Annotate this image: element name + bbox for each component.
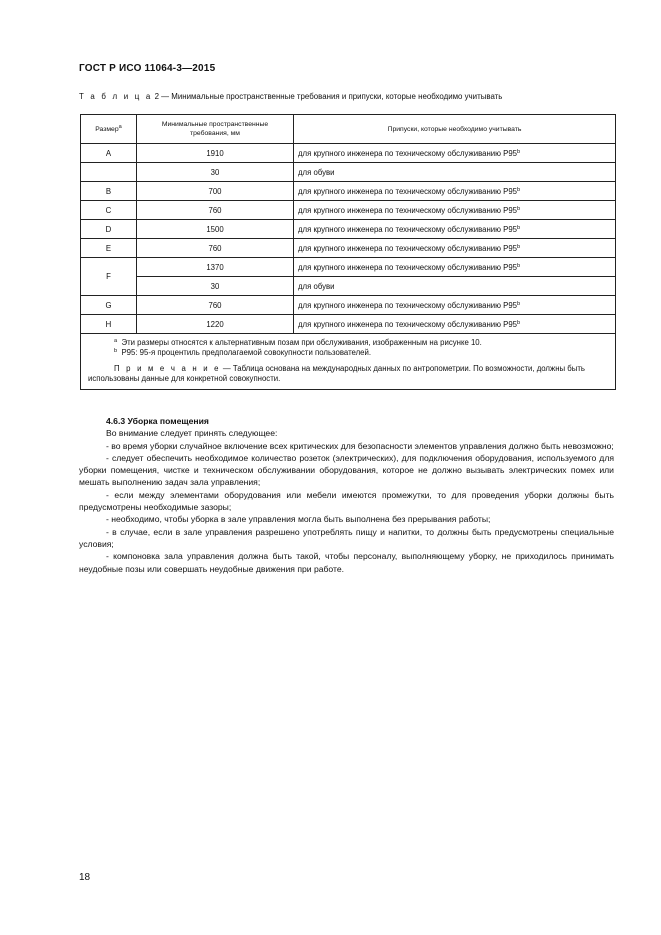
section-cleaning bbox=[79, 415, 614, 575]
table-notes-row bbox=[81, 334, 616, 390]
paragraph: - во время уборки случайное включение всех критических для безопасности элементов управления должно быть невозможно; bbox=[106, 440, 614, 451]
document-header: ГОСТ Р ИСО 11064-3—2015 bbox=[79, 63, 216, 74]
table-row bbox=[81, 144, 616, 163]
table-caption bbox=[79, 92, 609, 101]
column-header-size-mark: а bbox=[118, 123, 122, 130]
size-cell: E bbox=[81, 239, 137, 258]
table-row bbox=[81, 239, 616, 258]
table-note bbox=[88, 364, 607, 384]
size-cell bbox=[81, 163, 137, 182]
value-cell: 760 bbox=[137, 239, 294, 258]
column-header-allowances: Припуски, которые необходимо учитывать bbox=[294, 115, 616, 144]
size-cell: H bbox=[81, 315, 137, 334]
table-row bbox=[81, 277, 616, 296]
allowance-cell: для крупного инженера по техническому обслуживанию P95$^b$ bbox=[294, 182, 616, 201]
table-header-row bbox=[81, 115, 616, 144]
size-cell: C bbox=[81, 201, 137, 220]
allowance-cell: для крупного инженера по техническому обслуживанию P95$^b$ bbox=[294, 144, 616, 163]
table-caption-text: 2 — Минимальные пространственные требования и припуски, которые необходимо учитывать bbox=[152, 92, 503, 101]
allowance-cell: для крупного инженера по техническому обслуживанию P95$^b$ bbox=[294, 220, 616, 239]
allowance-cell: для крупного инженера по техническому обслуживанию P95$^b$ bbox=[294, 296, 616, 315]
size-cell: B bbox=[81, 182, 137, 201]
size-cell: G bbox=[81, 296, 137, 315]
table-row bbox=[81, 296, 616, 315]
table-note-label: П р и м е ч а н и е bbox=[114, 364, 221, 373]
allowance-cell: для крупного инженера по техническому обслуживанию P95$^b$ bbox=[294, 315, 616, 334]
paragraph: Во внимание следует принять следующее: bbox=[106, 428, 278, 439]
size-cell: F bbox=[81, 258, 137, 296]
table-row bbox=[81, 220, 616, 239]
paragraph: - следует обеспечить необходимое количество розеток (электрических), для подключения оборудования, используемого для уборки помещения, чистке и техническом обслуживании оборудования, которое не должно вызывать электрических помех или мешать выполнению задач зала управления; bbox=[79, 452, 614, 488]
footnote-a: $^a$ Эти размеры относятся к альтернативным позам при обслуживания, изображенным на рисунке 10. bbox=[114, 338, 482, 347]
table-row bbox=[81, 201, 616, 220]
value-cell: 1370 bbox=[137, 258, 294, 277]
paragraph: - если между элементами оборудования или мебели имеются промежутки, то для проведения уборки должны быть предусмотрены необходимые зазоры; bbox=[79, 489, 614, 513]
value-cell: 30 bbox=[137, 163, 294, 182]
column-header-requirements: Минимальные пространственные требования, мм bbox=[137, 115, 294, 144]
paragraph: - компоновка зала управления должна быть такой, чтобы персоналу, выполняющему уборку, не приходилось принимать неудобные позы или совершать неудобные движения при работе. bbox=[79, 551, 614, 574]
value-cell: 700 bbox=[137, 182, 294, 201]
value-cell: 1910 bbox=[137, 144, 294, 163]
table-note-text: — Таблица основана на международных данных по антропометрии. По возможности, должны быть использованы данные для конкретной совокупности. bbox=[88, 364, 585, 383]
paragraph: - необходимо, чтобы уборка в зале управления могла быть выполнена без прерывания работы; bbox=[106, 514, 491, 525]
size-cell: A bbox=[81, 144, 137, 163]
paragraph: - в случае, если в зале управления разрешено употреблять пищу и напитки, то должны быть предусмотрены специальные условия; bbox=[79, 526, 614, 549]
table-row bbox=[81, 163, 616, 182]
value-cell: 760 bbox=[137, 201, 294, 220]
allowance-cell: для крупного инженера по техническому обслуживанию P95$^b$ bbox=[294, 258, 616, 277]
table-row bbox=[81, 258, 616, 277]
allowance-cell: для обуви bbox=[294, 277, 616, 296]
table-row bbox=[81, 315, 616, 334]
table-notes bbox=[81, 334, 616, 390]
allowance-cell: для крупного инженера по техническому обслуживанию P95$^b$ bbox=[294, 239, 616, 258]
value-cell: 1220 bbox=[137, 315, 294, 334]
value-cell: 30 bbox=[137, 277, 294, 296]
allowance-cell: для крупного инженера по техническому обслуживанию P95$^b$ bbox=[294, 201, 616, 220]
column-header-size: Размер$^а$ bbox=[81, 115, 137, 144]
requirements-table bbox=[80, 114, 616, 390]
page-number: 18 bbox=[79, 872, 91, 883]
value-cell: 1500 bbox=[137, 220, 294, 239]
section-heading: 4.6.3 Уборка помещения bbox=[106, 416, 209, 426]
allowance-cell: для обуви bbox=[294, 163, 616, 182]
table-row bbox=[81, 182, 616, 201]
size-cell: D bbox=[81, 220, 137, 239]
footnote-b: $^b$ P95: 95-я процентиль предполагаемой совокупности пользователей. bbox=[114, 348, 372, 357]
table-caption-label: Т а б л и ц а bbox=[79, 92, 153, 101]
value-cell: 760 bbox=[137, 296, 294, 315]
